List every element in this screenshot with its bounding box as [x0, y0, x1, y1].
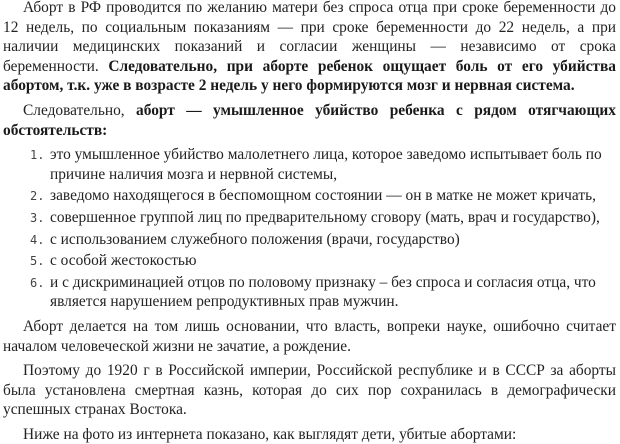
paragraph-history [3, 361, 616, 420]
paragraph-conclusion [3, 101, 616, 140]
list-item [3, 186, 616, 206]
paragraph-abortion-law-text: Аборт в РФ проводится по желанию матери без спроса отца при сроке беременности до 12 недель, по социальным показаниям — при сроке беременности до 22 недель, а при наличии медицинских показаний и согласии женщины — независимо от срока беременности. [3, 0, 616, 75]
paragraph-conclusion-text: Следовательно, [23, 101, 137, 119]
paragraph-basis [3, 317, 616, 356]
list-item [3, 208, 616, 228]
paragraph-conclusion-bold: аборт — умышленное убийство ребенка с рядом отягчающих обстоятельств: [3, 101, 616, 139]
list-item-text: совершенное группой лиц по предварительному сговору (мать, врач и государство), [50, 208, 600, 226]
list-item-text: с использованием служебного положения (врачи, государство) [50, 230, 460, 248]
list-item-number: 3. [30, 210, 45, 225]
paragraph-abortion-law [3, 0, 616, 96]
list-item [3, 145, 616, 184]
list-item-text: это умышленное убийство малолетнего лица, которое заведомо испытывает боль по причине наличия мозга и нервной системы, [50, 146, 602, 183]
list-item-number: 6. [30, 275, 45, 290]
list-item [3, 273, 616, 312]
list-item [3, 251, 616, 271]
list-item-number: 5. [30, 254, 45, 269]
list-item-number: 1. [30, 148, 45, 163]
circumstances-list [3, 145, 616, 312]
list-item [3, 230, 616, 250]
paragraph-photo-intro [3, 425, 616, 444]
paragraph-photo-intro-text: Ниже на фото из интернета показано, как выглядят дети, убитые абортами: [23, 425, 517, 443]
paragraph-abortion-law-bold: Следовательно, при аборте ребенок ощущает боль от его убийства абортом, т.к. уже в возрасте 2 недель у него формируются мозг и нервная система. [3, 57, 616, 95]
paragraph-basis-text: Аборт делается на том лишь основании, что власть, вопреки науке, ошибочно считает началом человеческой жизни не зачатие, а рождение. [3, 317, 616, 355]
list-item-text: с особой жестокостью [50, 252, 197, 270]
list-item-text: и с дискриминацией отцов по половому признаку – без спроса и согласия отца, что является нарушением репродуктивных прав мужчин. [50, 273, 596, 311]
paragraph-history-text: Поэтому до 1920 г в Российской империи, Российской республике и в СССР за аборты была установлена смертная казнь, которая до сих пор сохранилась в демографически успешных странах Востока. [3, 362, 616, 419]
list-item-number: 4. [30, 232, 45, 247]
list-item-number: 2. [30, 189, 45, 204]
list-item-text: заведомо находящегося в беспомощном состоянии — он в матке не может кричать, [50, 187, 596, 205]
